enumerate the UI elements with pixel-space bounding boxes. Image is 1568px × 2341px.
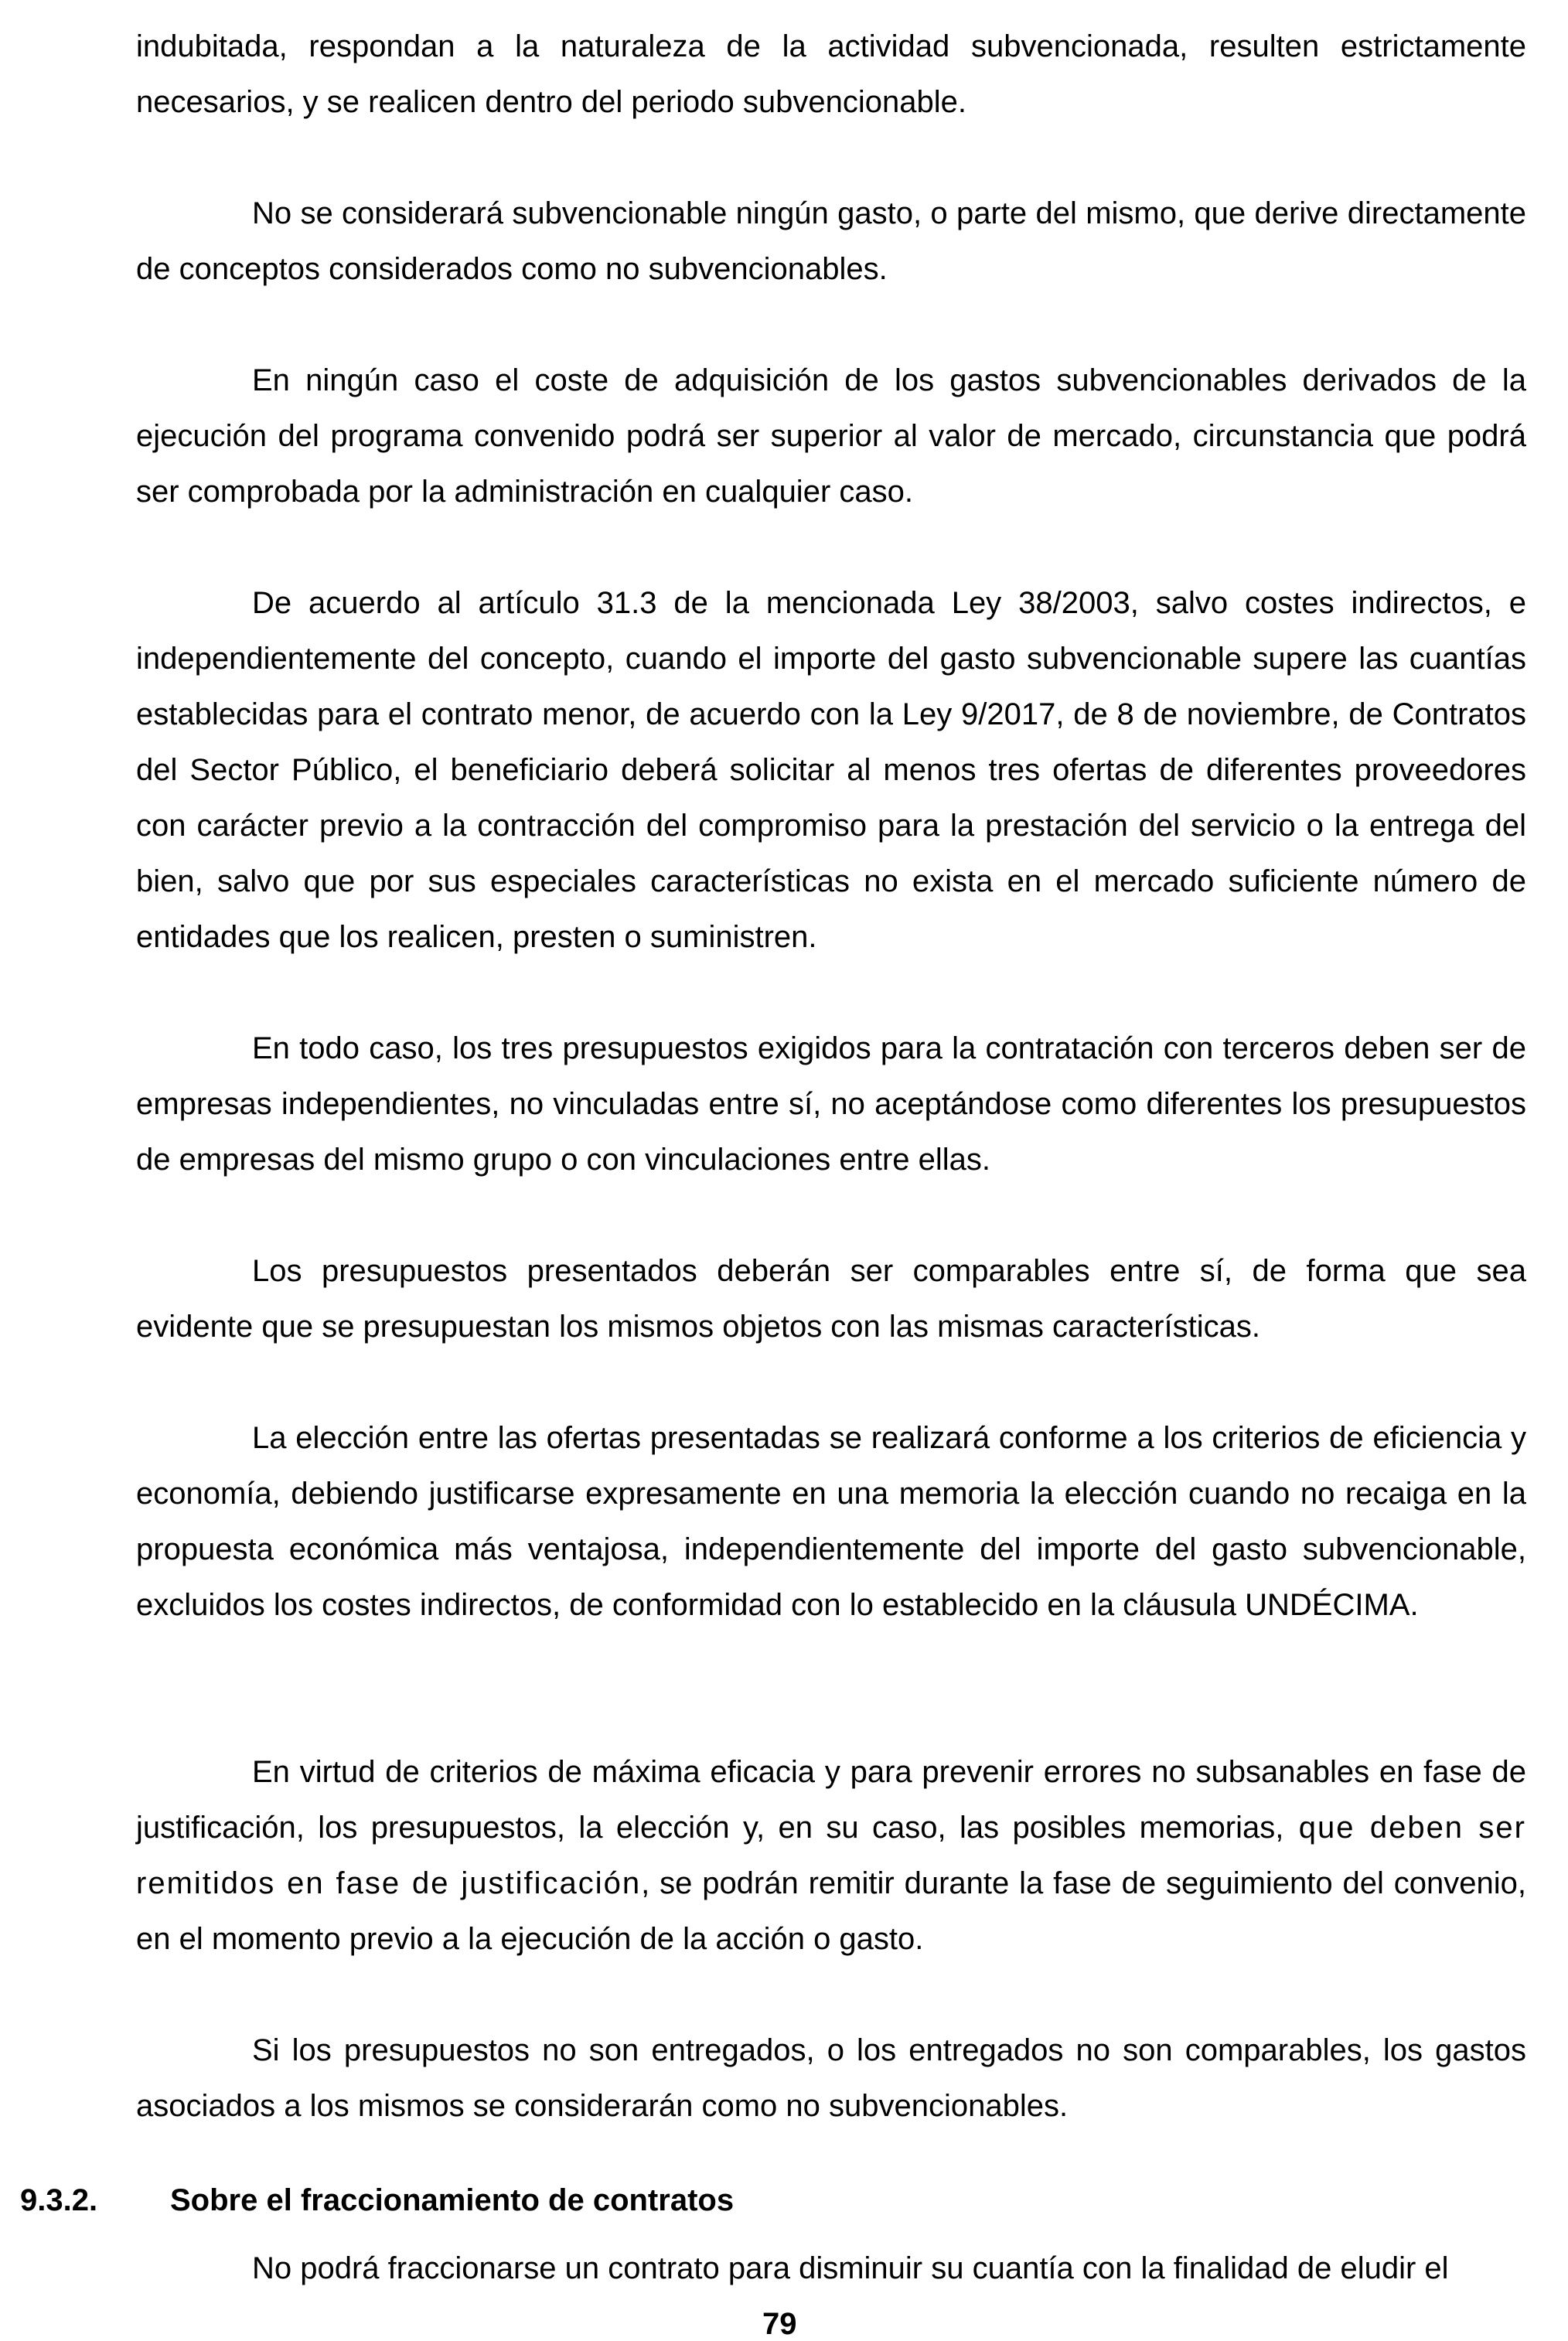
efficacy-text-start: En virtud de criterios de máxima eficacia y para prevenir errores no subsanables en fase de justificación, los presupuestos, la elección y, en su caso, las posibles memorias, [136, 1755, 1526, 1845]
page-number-text: 79 [762, 2307, 797, 2341]
efficacy-text-spaced: que deben ser remitidos en fase de justificación [136, 1811, 1526, 1900]
paragraph-independent-quotes: En todo caso, los tres presupuestos exigidos para la contratación con terceros deben ser de empresas independientes, no vinculadas entre sí, no aceptándose como diferentes los presupuestos de empresas del mismo grupo o con vinculaciones entre ellas. [136, 1031, 1526, 1177]
section-title: Sobre el fraccionamiento de contratos [170, 2183, 735, 2217]
paragraph-comparable-quotes: Los presupuestos presentados deberán ser comparables entre sí, de forma que sea evidente que se presupuestan los mismos objetos con las mismas características. [136, 1254, 1526, 1344]
paragraph-contract-splitting: No podrá fraccionarse un contrato para disminuir su cuantía con la finalidad de eludir el [252, 2251, 1449, 2285]
paragraph-not-delivered: Si los presupuestos no son entregados, o los entregados no son comparables, los gastos asociados a los mismos se considerarán como no subvencionables. [136, 2033, 1526, 2123]
paragraph-continuation: indubitada, respondan a la naturaleza de la actividad subvencionada, resulten estrictamente necesarios, y se realicen dentro del periodo subvencionable. [136, 29, 1526, 119]
paragraph-efficacy-criteria [136, 1744, 1526, 1967]
paragraph-offer-selection: La elección entre las ofertas presentadas se realizará conforme a los criterios de eficiencia y economía, debiendo justificarse expresamente en una memoria la elección cuando no recaiga en la propuesta económica más ventajosa, independientemente del importe del gasto subvencionable, excluidos los costes indirectos, de conformidad con lo establecido en la cláusula UNDÉCIMA. [136, 1421, 1526, 1622]
efficacy-text-end: , se podrán remitir durante la fase de seguimiento del convenio, en el momento previo a la ejecución de la acción o gasto. [136, 1866, 1526, 1956]
paragraph-market-value: En ningún caso el coste de adquisición de los gastos subvencionables derivados de la ejecución del programa convenido podrá ser superior al valor de mercado, circunstancia que podrá ser comprobada por la administración en cualquier caso. [136, 363, 1526, 509]
section-number: 9.3.2. [20, 2183, 98, 2217]
section-heading [20, 2172, 734, 2228]
paragraph-article-31-3: De acuerdo al artículo 31.3 de la mencionada Ley 38/2003, salvo costes indirectos, e independientemente del concepto, cuando el importe del gasto subvencionable supere las cuantías establecidas para el contrato menor, de acuerdo con la Ley 9/2017, de 8 de noviembre, de Contratos del Sector Público, el beneficiario deberá solicitar al menos tres ofertas de diferentes proveedores con carácter previo a la contracción del compromiso para la prestación del servicio o la entrega del bien, salvo que por sus especiales características no exista en el mercado suficiente número de entidades que los realicen, presten o suministren. [136, 586, 1526, 954]
page-number [762, 2307, 806, 2341]
paragraph-non-eligible-expenses: No se considerará subvencionable ningún gasto, o parte del mismo, que derive directamente de conceptos considerados como no subvencionables. [136, 196, 1526, 286]
